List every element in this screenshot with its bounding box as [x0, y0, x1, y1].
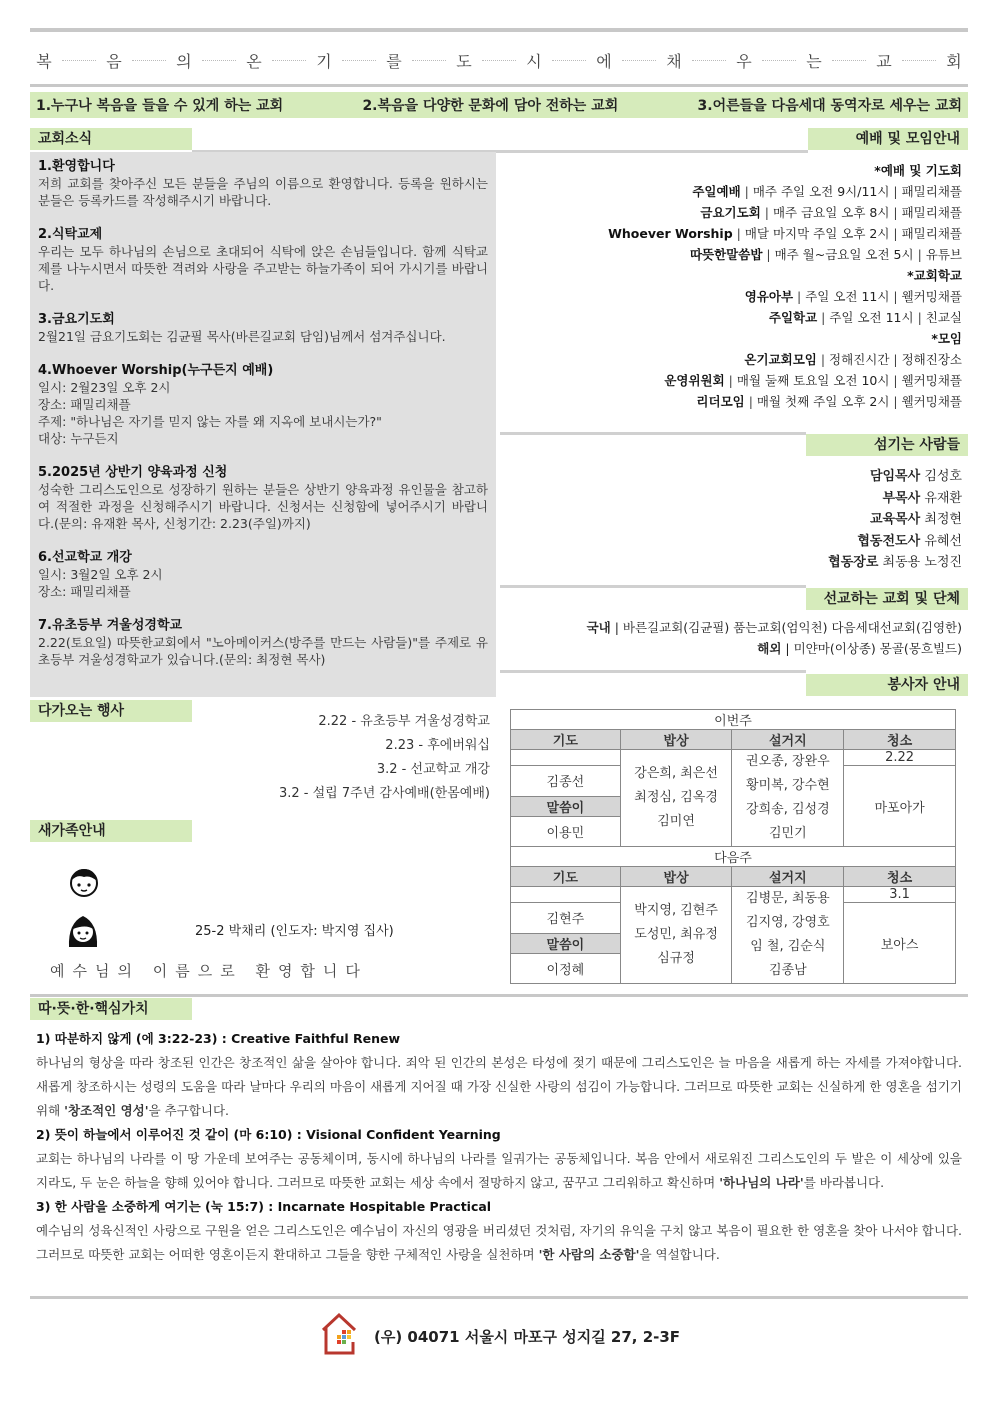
staff-role: 교육목사 — [869, 512, 921, 527]
event-item: 2.22 - 유초등부 겨울성경학교 — [318, 714, 490, 729]
staff-role: 협동장로 — [828, 555, 879, 570]
clean-date: 3.1 — [844, 887, 956, 903]
news-item-line: 장소: 패밀리채플 — [38, 397, 131, 412]
worship-row — [500, 391, 962, 412]
motto-dots — [902, 60, 936, 61]
worship-name: 금요기도회 — [700, 205, 761, 220]
worship-place: 유튜브 — [925, 247, 962, 262]
meal-cell — [620, 887, 732, 984]
staff-row — [500, 509, 962, 531]
news-item-line: 2월21일 금요기도회는 김균필 목사(바른길교회 담임)님께서 섬겨주십니다. — [38, 329, 446, 344]
meal-line: 박지영, 김현주 — [634, 903, 718, 918]
worship-name: 따뜻한말씀밥 — [689, 247, 763, 262]
sermon-name: 이용민 — [511, 816, 621, 846]
mission-row — [500, 638, 962, 659]
worship-place: 웰커밍채플 — [901, 373, 962, 388]
newcomer-section-title: 새가족안내 — [30, 820, 192, 842]
news-item-line: 일시: 2월23일 오후 2시 — [38, 380, 171, 395]
separator: | — [889, 289, 902, 304]
people-divider — [500, 432, 806, 435]
separator: | — [744, 394, 757, 409]
motto-rule — [30, 84, 968, 87]
value-1: 1.누구나 복음을 들을 수 있게 하는 교회 — [36, 98, 284, 114]
motto-dots — [132, 60, 166, 61]
church-address: (우) 04071 서울시 마포구 성지길 27, 2-3F — [374, 1327, 681, 1346]
column-header: 설거지 — [732, 867, 844, 887]
separator: | — [817, 310, 830, 325]
worship-time: 매주 주일 오전 9시/11시 — [752, 184, 890, 199]
footer — [320, 1312, 680, 1360]
staff-names: 유재환 — [924, 490, 962, 506]
worship-row — [500, 307, 962, 328]
dishes-cell — [732, 887, 844, 984]
core-value-emphasis: '한 사람의 소중함' — [538, 1247, 640, 1262]
worship-name: 영유아부 — [744, 289, 794, 304]
church-news-panel — [30, 152, 496, 697]
separator: | — [889, 184, 902, 199]
staff-role: 담임목사 — [869, 469, 921, 484]
staff-names: 최동용 노정진 — [882, 555, 962, 570]
column-header: 밥상 — [620, 867, 732, 887]
mission-label: 국내 — [586, 620, 611, 635]
prayer-spacer — [511, 750, 621, 766]
worship-name: Whoever Worship — [608, 226, 733, 241]
meal-cell — [620, 750, 732, 847]
worship-place: 패밀리채플 — [901, 184, 962, 199]
core-value-body: 예수님의 성육신적인 사랑으로 구원을 얻은 그리스도인은 예수님이 자신의 영광을 버리셨던 것처럼, 자기의 유익을 구치 않고 복음이 필요한 한 영혼을 찾아 나서야 합니다. 그러므로 따뜻한 교회는 어떠한 영혼이든지 환대하고 그들을 향한 구체적인 사랑을 실천하며 — [36, 1223, 962, 1262]
motto-char: 교 — [876, 51, 892, 71]
girl-icon — [66, 913, 100, 953]
dishes-line: 김병문, 최동용 — [746, 891, 830, 906]
news-item-line: 2.22(토요일) 따뜻한교회에서 "노아메이커스(방주를 만드는 사람들)"를 주제로 유초등부 겨울성경학교가 있습니다.(문의: 최정현 목사) — [38, 635, 488, 667]
event-item: 3.2 - 설립 7주년 감사예배(한몸예배) — [278, 786, 490, 801]
news-item-title: 2.식탁교제 — [38, 227, 103, 242]
staff-names: 김성호 — [924, 469, 962, 484]
worship-name: 주일예배 — [692, 184, 741, 199]
worship-group-heading: *모임 — [931, 331, 962, 346]
welcome-message: 예수님의 이름으로 환영합니다 — [50, 962, 368, 980]
worship-row — [500, 349, 962, 370]
worship-time: 매달 마지막 주일 오후 2시 — [744, 226, 890, 241]
worship-place: 웰커밍채플 — [901, 289, 962, 304]
people-section-title: 섬기는 사람들 — [806, 434, 968, 456]
event-item: 2.23 - 후에버워십 — [385, 738, 490, 753]
staff-list — [500, 466, 962, 574]
column-header: 기도 — [511, 867, 621, 887]
dishes-line: 임 철, 김순식 — [750, 939, 826, 954]
church-house-logo-icon — [320, 1312, 358, 1360]
prayer-name: 김종선 — [511, 766, 621, 797]
mission-row — [500, 617, 962, 638]
separator: | — [781, 641, 794, 656]
news-item-title: 6.선교학교 개강 — [38, 550, 132, 565]
column-header: 청소 — [844, 867, 956, 887]
motto-dots — [692, 60, 726, 61]
motto-dots — [412, 60, 446, 61]
separator: | — [816, 352, 830, 367]
table-title-row — [511, 710, 956, 730]
staff-names: 최정현 — [924, 512, 962, 527]
motto-dots — [832, 60, 866, 61]
core-value-title: 3) 한 사람을 소중하게 여기는 (눅 15:7) : Incarnate Hospitable Practical — [36, 1199, 492, 1214]
news-item — [38, 362, 488, 447]
news-item-line: 일시: 3월2일 오후 2시 — [38, 567, 163, 582]
worship-place: 친교실 — [925, 310, 962, 325]
worship-time: 주일 오전 11시 — [805, 289, 890, 304]
separator: | — [889, 373, 902, 388]
news-item-line: 우리는 모두 하나님의 손님으로 초대되어 식탁에 앉은 손님들입니다. 함께 식탁교제를 나누시면서 따뜻한 격려와 사랑을 주고받는 하늘가족이 되어 가시기를 바랍니다. — [38, 244, 488, 293]
news-item-line: 주제: "하나님은 자기를 믿지 않는 자를 왜 지옥에 보내시는가?" — [38, 414, 382, 429]
core-value-title: 1) 따분하지 않게 (에 3:22-23) : Creative Faithful Renew — [36, 1031, 401, 1046]
sermon-label: 말씀이 — [511, 796, 621, 816]
worship-group-heading: *예배 및 기도회 — [874, 163, 962, 178]
core-value-emphasis: '창조적인 영성' — [64, 1103, 149, 1118]
worship-time: 매월 첫째 주일 오후 2시 — [756, 394, 890, 409]
value-2: 2.복음을 다양한 문화에 담아 전하는 교회 — [362, 98, 619, 114]
motto-char: 의 — [176, 51, 192, 71]
events-section-title: 다가오는 행사 — [30, 700, 192, 722]
mission-section-title: 선교하는 교회 및 단체 — [806, 588, 968, 610]
filler — [511, 983, 621, 984]
worship-time: 매월 둘째 토요일 오전 10시 — [736, 373, 890, 388]
boy-icon — [68, 866, 100, 902]
worship-name: 리더모임 — [696, 394, 745, 409]
separator: | — [732, 226, 745, 241]
table-header-row — [511, 730, 956, 750]
news-item-line: 저희 교회를 찾아주신 모든 분들을 주님의 이름으로 환영합니다. 등록을 원하시는 분들은 등록카드를 작성해주시기 바랍니다. — [38, 176, 488, 208]
table-title-row — [511, 847, 956, 867]
motto-char: 채 — [666, 51, 682, 71]
news-item-title: 1.환영합니다 — [38, 159, 115, 174]
staff-row — [500, 552, 962, 574]
motto-dots — [62, 60, 96, 61]
motto-char: 에 — [596, 51, 612, 71]
news-section-title: 교회소식 — [30, 128, 192, 150]
separator: | — [762, 247, 775, 262]
column-header: 밥상 — [620, 730, 732, 750]
mission-text: 바른길교회(김균필) 품는교회(엄익천) 다음세대선교회(김영한) — [622, 620, 962, 635]
worship-time: 정해진시간 — [829, 352, 890, 367]
core-value-ending: 를 바라봅니다. — [803, 1175, 885, 1190]
staff-row — [500, 488, 962, 510]
worship-name: 주일학교 — [768, 310, 818, 325]
this-week-volunteer-table — [510, 709, 956, 847]
worship-row — [500, 370, 962, 391]
core-value-body: 교회는 하나님의 나라를 이 땅 가운데 보여주는 공동체이며, 동시에 하나님의 나라를 일궈가는 공동체입니다. 복음 안에서 새로워진 그리스도인의 두 발은 이 세상에 있을 지라도, 두 눈은 하늘을 향해 있어야 합니다. 그러므로 따뜻한 교회는 세상 속에서 절망하지 않고, 꿈꾸고 그리워하고 확신하며 — [36, 1151, 962, 1190]
news-item-title: 3.금요기도회 — [38, 312, 115, 327]
motto-dots — [272, 60, 306, 61]
clean-date: 2.22 — [844, 750, 956, 766]
mission-label: 해외 — [757, 641, 782, 656]
worship-section-title: 예배 및 모임안내 — [808, 128, 968, 150]
separator: | — [889, 205, 902, 220]
top-rule — [30, 28, 968, 32]
motto-char: 시 — [526, 51, 542, 71]
separator: | — [740, 184, 753, 199]
motto-char: 우 — [736, 51, 752, 71]
column-header: 청소 — [844, 730, 956, 750]
motto-dots — [202, 60, 236, 61]
staff-role: 협동전도사 — [857, 533, 921, 549]
meal-line: 도성민, 최유정 — [634, 927, 718, 942]
core-value-body: 하나님의 형상을 따라 창조된 인간은 창조적인 삶을 살아야 합니다. 죄악 된 인간의 본성은 타성에 젖기 때문에 그리스도인은 늘 마음을 새롭게 하는 자세를 가져야합니다. 새롭게 창조하시는 성령의 도움을 따라 날마다 우리의 마음이 새롭게 지어질 때 가장 신실한 사랑의 섬김이 가능합니다. 그러므로 따뜻한 교회는 신실하게 한 영혼을 섬기기 위해 — [36, 1055, 962, 1118]
dishes-line: 권오종, 장완우 — [746, 754, 830, 769]
dishes-line: 김지영, 강영호 — [746, 915, 830, 930]
mission-list — [500, 617, 962, 659]
core-rule-top — [30, 994, 968, 997]
news-item — [38, 464, 488, 532]
dishes-cell — [732, 750, 844, 847]
separator: | — [913, 247, 926, 262]
worship-place: 패밀리채플 — [901, 226, 962, 241]
dishes-line: 김민기 — [768, 826, 807, 841]
news-item-line: 성숙한 그리스도인으로 성장하기 원하는 분들은 상반기 양육과정 유인물을 참고하여 적절한 과정을 신청해주시기 바랍니다. 신청서는 신청함에 넣어주시기 바랍니다.(문의: 유재환 목사, 신청기간: 2.23(주일)까지) — [38, 482, 488, 531]
volunteer-divider — [500, 670, 806, 673]
prayer-name: 김현주 — [511, 903, 621, 934]
separator: | — [793, 289, 806, 304]
separator: | — [889, 394, 902, 409]
core-value-text — [36, 1219, 962, 1267]
core-value-title: 2) 뜻이 하늘에서 이루어진 것 같이 (마 6:10) : Visional Confident Yearning — [36, 1127, 501, 1142]
motto-dots — [622, 60, 656, 61]
core-value-text — [36, 1147, 962, 1195]
dishes-line: 김종남 — [768, 963, 807, 978]
motto-char: 도 — [456, 51, 472, 71]
motto-dots — [552, 60, 586, 61]
separator: | — [889, 226, 902, 241]
dishes-line: 황미복, 강수현 — [746, 778, 830, 793]
separator: | — [610, 620, 623, 635]
motto-char: 회 — [946, 51, 962, 71]
news-item-line: 장소: 패밀리채플 — [38, 584, 131, 599]
motto-char: 기 — [316, 51, 332, 71]
motto-char: 온 — [246, 51, 262, 71]
meal-line: 김미연 — [657, 814, 695, 829]
worship-time: 매주 금요일 오후 8시 — [772, 205, 890, 220]
worship-row — [500, 181, 962, 202]
worship-place: 웰커밍채플 — [901, 394, 962, 409]
table-header-row — [511, 867, 956, 887]
core-value-ending: 을 추구합니다. — [148, 1103, 229, 1118]
meal-line: 강은희, 최은선 — [634, 766, 718, 781]
motto-dots — [762, 60, 796, 61]
sermon-name: 이정혜 — [511, 953, 621, 983]
motto-char: 복 — [36, 51, 52, 71]
volunteer-section-title: 봉사자 안내 — [806, 674, 968, 696]
core-value-emphasis: '하나님의 나라' — [719, 1175, 804, 1190]
table-row — [511, 887, 956, 903]
worship-time: 주일 오전 11시 — [829, 310, 914, 325]
worship-name: 온기교회모임 — [744, 352, 817, 367]
column-header: 설거지 — [732, 730, 844, 750]
news-item — [38, 617, 488, 668]
worship-info — [500, 160, 962, 412]
separator: | — [913, 310, 926, 325]
separator: | — [760, 205, 773, 220]
core-value-ending: 을 역설합니다. — [639, 1247, 720, 1262]
news-item — [38, 311, 488, 345]
worship-row — [500, 202, 962, 223]
news-item-line: 대상: 누구든지 — [38, 431, 119, 446]
core-section-title: 따·뜻·한·핵심가치 — [30, 998, 192, 1020]
news-item-title: 7.유초등부 겨울성경학교 — [38, 618, 183, 633]
worship-row — [500, 244, 962, 265]
worship-place: 패밀리채플 — [901, 205, 962, 220]
meal-line: 심규정 — [657, 951, 695, 966]
event-item: 3.2 - 선교학교 개강 — [376, 762, 490, 777]
core-values — [36, 1027, 962, 1267]
upcoming-events — [200, 710, 490, 806]
news-item — [38, 158, 488, 209]
separator: | — [889, 352, 902, 367]
staff-role: 부목사 — [882, 490, 921, 506]
newcomer-entry: 25-2 박채리 (인도자: 박지영 집사) — [195, 924, 394, 939]
week-title: 다음주 — [511, 847, 956, 867]
separator: | — [724, 373, 737, 388]
news-item — [38, 549, 488, 600]
worship-place: 정해진장소 — [901, 352, 962, 367]
prayer-spacer — [511, 887, 621, 903]
news-item-title: 4.Whoever Worship(누구든지 예배) — [38, 363, 274, 378]
staff-names: 유혜선 — [924, 533, 962, 549]
motto-char: 음 — [106, 51, 122, 71]
bottom-rule — [30, 1296, 968, 1299]
motto-dots — [342, 60, 376, 61]
clean-team: 마포아가 — [844, 766, 956, 847]
motto-dots — [482, 60, 516, 61]
news-item — [38, 226, 488, 294]
church-motto — [30, 46, 968, 74]
next-week-volunteer-table — [510, 846, 956, 984]
worship-row — [500, 223, 962, 244]
church-values-bar — [30, 92, 968, 118]
news-item-title: 5.2025년 상반기 양육과정 신청 — [38, 465, 228, 480]
worship-row — [500, 286, 962, 307]
mission-divider — [500, 585, 806, 588]
worship-time: 매주 월~금요일 오전 5시 — [774, 247, 914, 262]
core-value-text — [36, 1051, 962, 1123]
dishes-line: 강희송, 김성경 — [746, 802, 830, 817]
table-row — [511, 750, 956, 766]
meal-line: 최정심, 김옥경 — [634, 790, 718, 805]
staff-row — [500, 466, 962, 488]
motto-char: 는 — [806, 51, 822, 71]
clean-team: 보아스 — [844, 903, 956, 984]
staff-row — [500, 531, 962, 553]
value-3: 3.어른들을 다음세대 동역자로 세우는 교회 — [697, 98, 962, 114]
sermon-label: 말씀이 — [511, 933, 621, 953]
column-header: 기도 — [511, 730, 621, 750]
worship-group-heading: *교회학교 — [907, 268, 962, 283]
week-title: 이번주 — [511, 710, 956, 730]
worship-name: 운영위원회 — [664, 373, 725, 388]
motto-char: 를 — [386, 51, 402, 71]
mission-text: 미얀마(이상종) 몽골(몽흐빌드) — [793, 641, 962, 656]
